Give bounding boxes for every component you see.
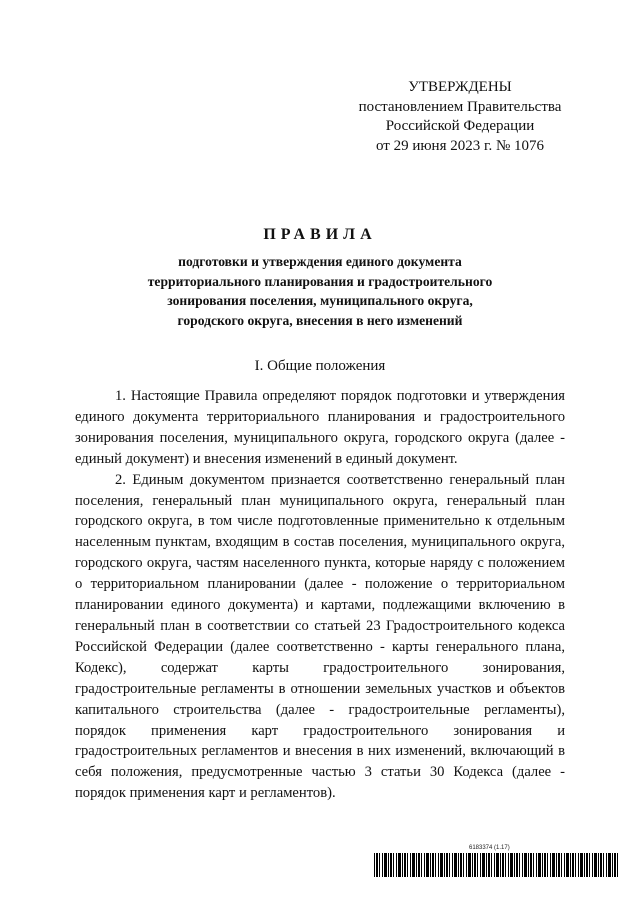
approval-stamp — [330, 78, 590, 156]
barcode-icon — [374, 853, 620, 877]
rules-heading: ПРАВИЛА — [263, 226, 377, 243]
paragraph-2: 2. Единым документом признается соответственно генеральный план поселения, генеральный план муниципального округа, генеральный план городского округа, в том числе подготовленные применительно к отдельным населенным пунктам, входящим в состав поселения, муниципального округа, городского округа, частям населенного пункта, которые наряду с положением о территориальном планировании (далее - положение о территориальном планировании единого документа) и картами, подлежащими включению в генеральный план в соответствии со статьей 23 Градостроительного кодекса Российской Федерации (далее соответственно - карты генерального плана, Кодекс), содержат карты градостроительного зонирования, градостроительные регламенты в отношении земельных участков и объектов капитального строительства (далее - градостроительные регламенты), порядок применения карт градостроительного зонирования и градостроительных регламентов и внесения в них изменений, включающий в себя положения, предусмотренные частью 3 статьи 30 Кодекса (далее - порядок применения карт и регламентов). — [75, 471, 565, 802]
barcode-caption: 6183374 (1.17) — [469, 845, 510, 851]
section-heading: I. Общие положения — [254, 358, 386, 374]
approval-heading: УТВЕРЖДЕНЫ — [408, 79, 512, 95]
subtitle-line: зонирования поселения, муниципального округа, — [167, 293, 473, 308]
subtitle-line: городского округа, внесения в него изменений — [177, 312, 463, 328]
subtitle-line: территориального планирования и градостроительного — [147, 273, 493, 289]
approval-line-1: постановлением Правительства — [358, 98, 562, 115]
document-title — [60, 226, 580, 330]
paragraph-1: 1. Настоящие Правила определяют порядок подготовки и утверждения единого документа территориального планирования и градостроительного зонирования поселения, муниципального округа, городского округа (далее - единый документ) и внесения изменений в единый документ. — [75, 388, 565, 467]
document-body — [75, 386, 565, 804]
approval-line-2: Российской Федерации — [385, 118, 535, 134]
subtitle-line: подготовки и утверждения единого документа — [178, 254, 462, 269]
approval-line-3: от 29 июня 2023 г. № 1076 — [375, 137, 545, 154]
barcode-block — [374, 845, 620, 877]
